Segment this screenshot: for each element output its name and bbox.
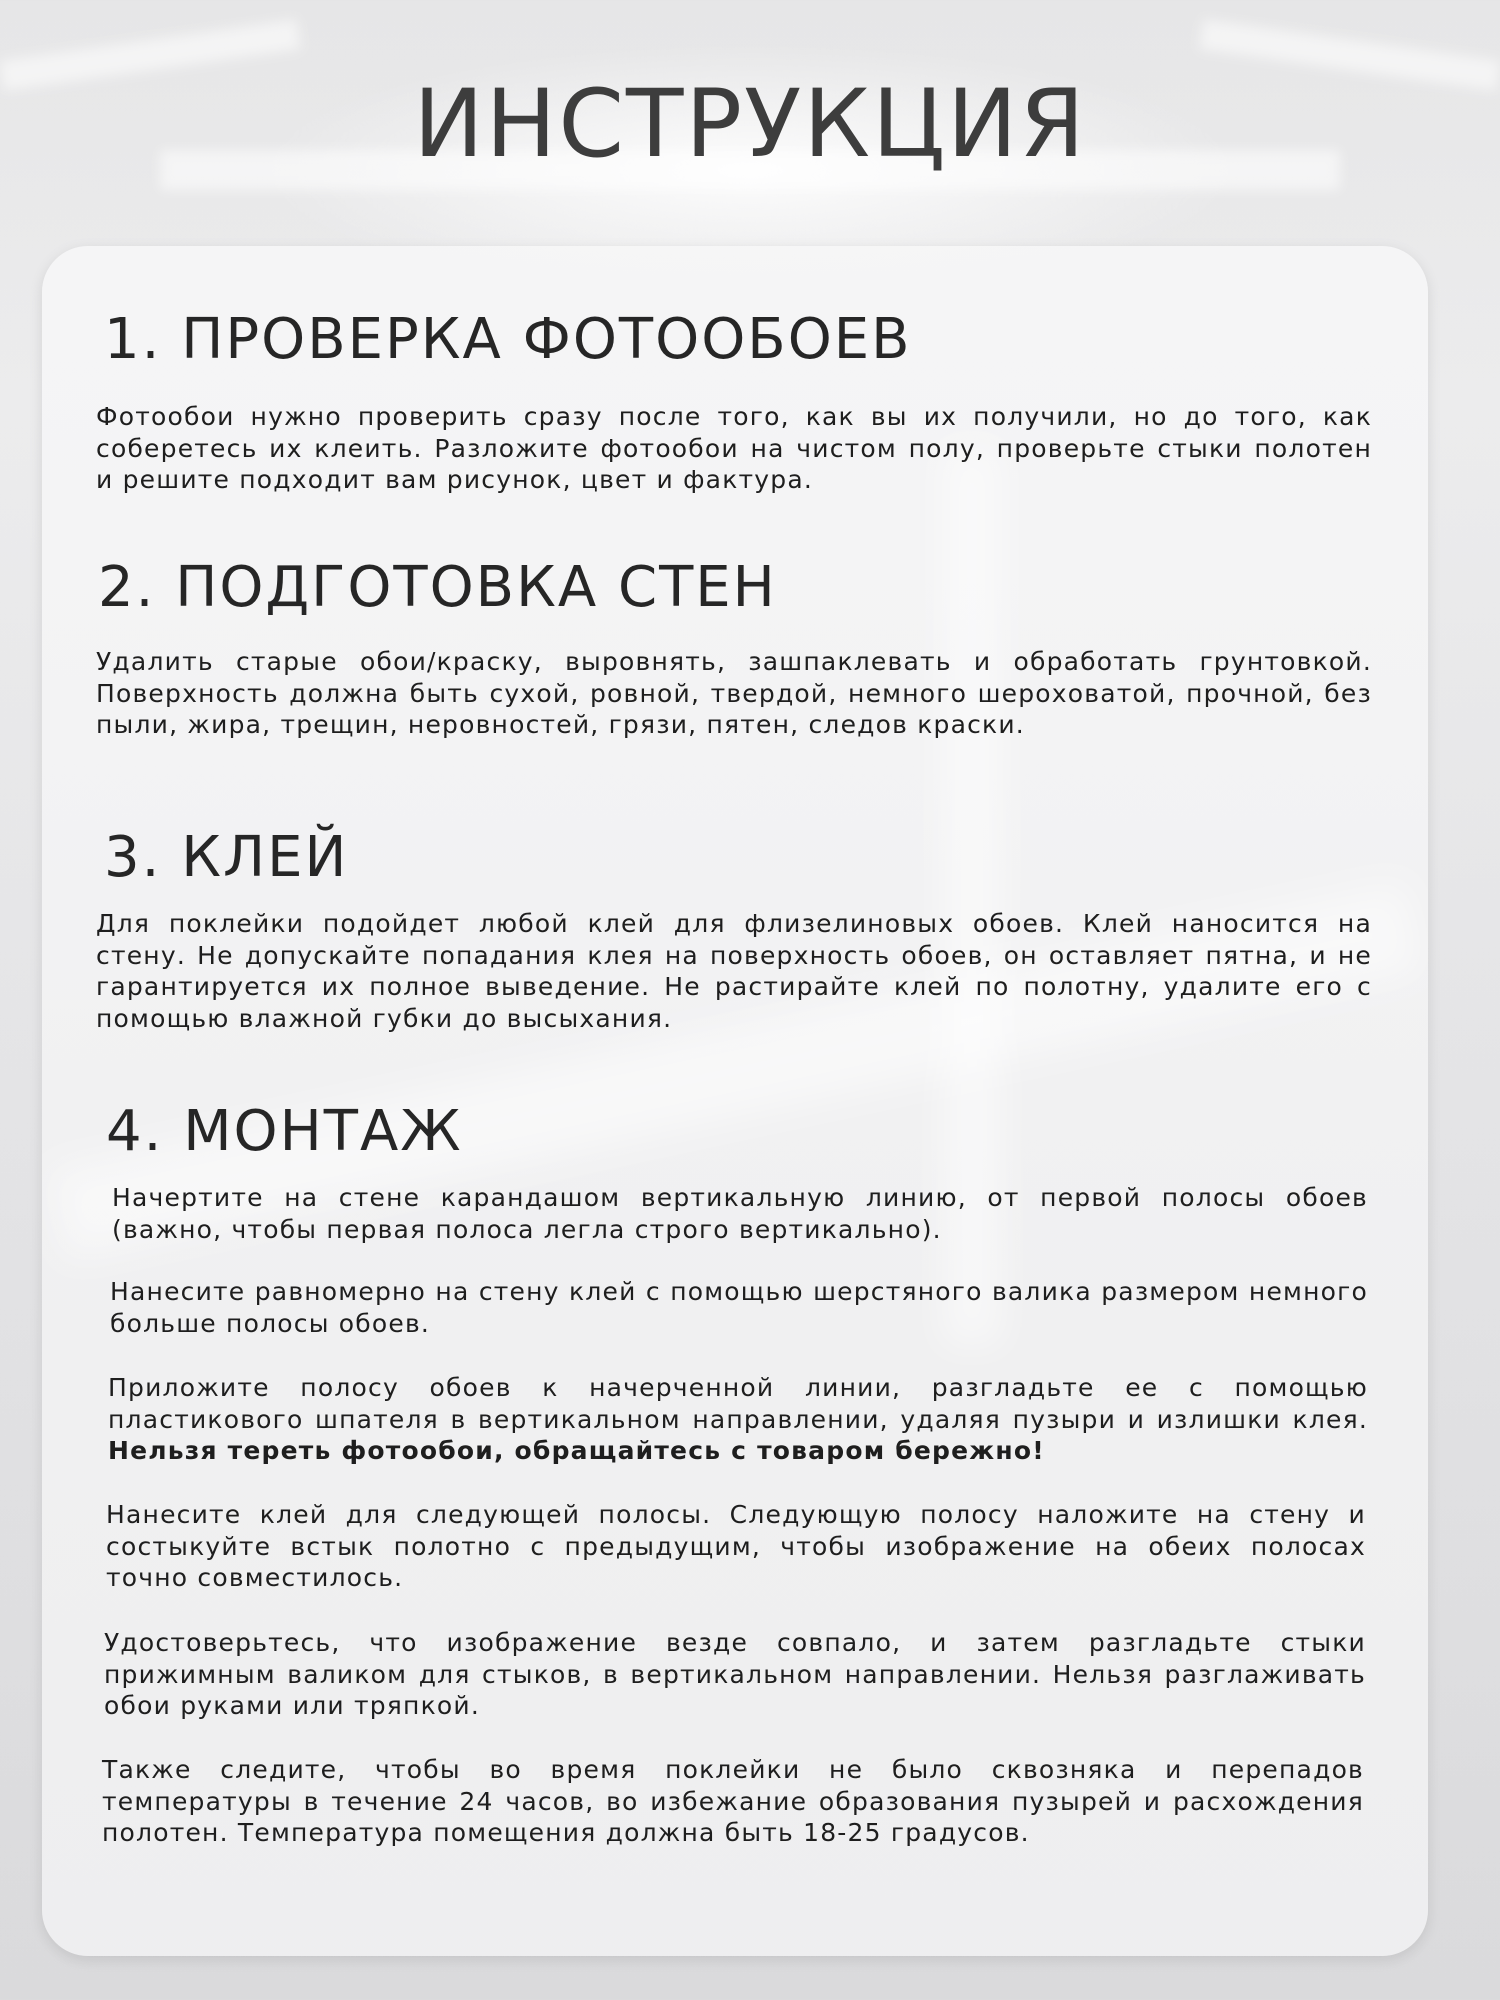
instruction-card	[42, 246, 1428, 1956]
section-3-text: Для поклейки подойдет любой клей для флизелиновых обоев. Клей наносится на стену. Не допускайте попадания клея на поверхность обоев, он оставляет пятна, и не гарантируется их полное выведение. Не растирайте клей по полотну, удалите его с помощью влажной губки до высыхания.	[96, 909, 1372, 1033]
section-4-step-2: Нанесите равномерно на стену клей с помощью шерстяного валика размером немного больше полосы обоев.	[110, 1277, 1368, 1338]
section-1-heading: 1. ПРОВЕРКА ФОТООБОЕВ	[104, 307, 912, 372]
section-3-heading: 3. КЛЕЙ	[104, 825, 349, 890]
section-2-text: Удалить старые обои/краску, выровнять, зашпаклевать и обработать грунтовкой. Поверхность должна быть сухой, ровной, твердой, немного шероховатой, прочной, без пыли, жира, трещин, неровностей, грязи, пятен, следов краски.	[96, 647, 1372, 739]
warning-text: Нельзя тереть фотообои, обращайтесь с товаром бережно!	[108, 1436, 1045, 1465]
section-4-step-6: Также следите, чтобы во время поклейки не было сквозняка и перепадов температуры в течение 24 часов, во избежание образования пузырей и расхождения полотен. Температура помещения должна быть 18-25 градусов.	[102, 1755, 1364, 1847]
section-1-text: Фотообои нужно проверить сразу после того, как вы их получили, но до того, как соберетесь их клеить. Разложите фотообои на чистом полу, проверьте стыки полотен и решите подходит вам рисунок, цвет и фактура.	[96, 402, 1372, 494]
section-4-step-5: Удостоверьтесь, что изображение везде совпало, и затем разгладьте стыки прижимным валиком для стыков, в вертикальном направлении. Нельзя разглаживать обои руками или тряпкой.	[104, 1628, 1366, 1720]
section-4-step-3-text: Приложите полосу обоев к начерченной линии, разгладьте ее с помощью пластикового шпателя в вертикальном направлении, удаляя пузыри и излишки клея.	[108, 1373, 1368, 1434]
section-4-step-4: Нанесите клей для следующей полосы. Следующую полосу наложите на стену и состыкуйте встык полотно с предыдущим, чтобы изображение на обеих полосах точно совместилось.	[106, 1500, 1366, 1592]
page-title: ИНСТРУКЦИЯ	[413, 70, 1087, 179]
section-4-step-3	[108, 1372, 1368, 1467]
section-4-heading: 4. МОНТАЖ	[106, 1099, 463, 1164]
section-2-heading: 2. ПОДГОТОВКА СТЕН	[98, 555, 777, 620]
section-4-step-1: Начертите на стене карандашом вертикальную линию, от первой полосы обоев (важно, чтобы первая полоса легла строго вертикально).	[112, 1183, 1368, 1244]
